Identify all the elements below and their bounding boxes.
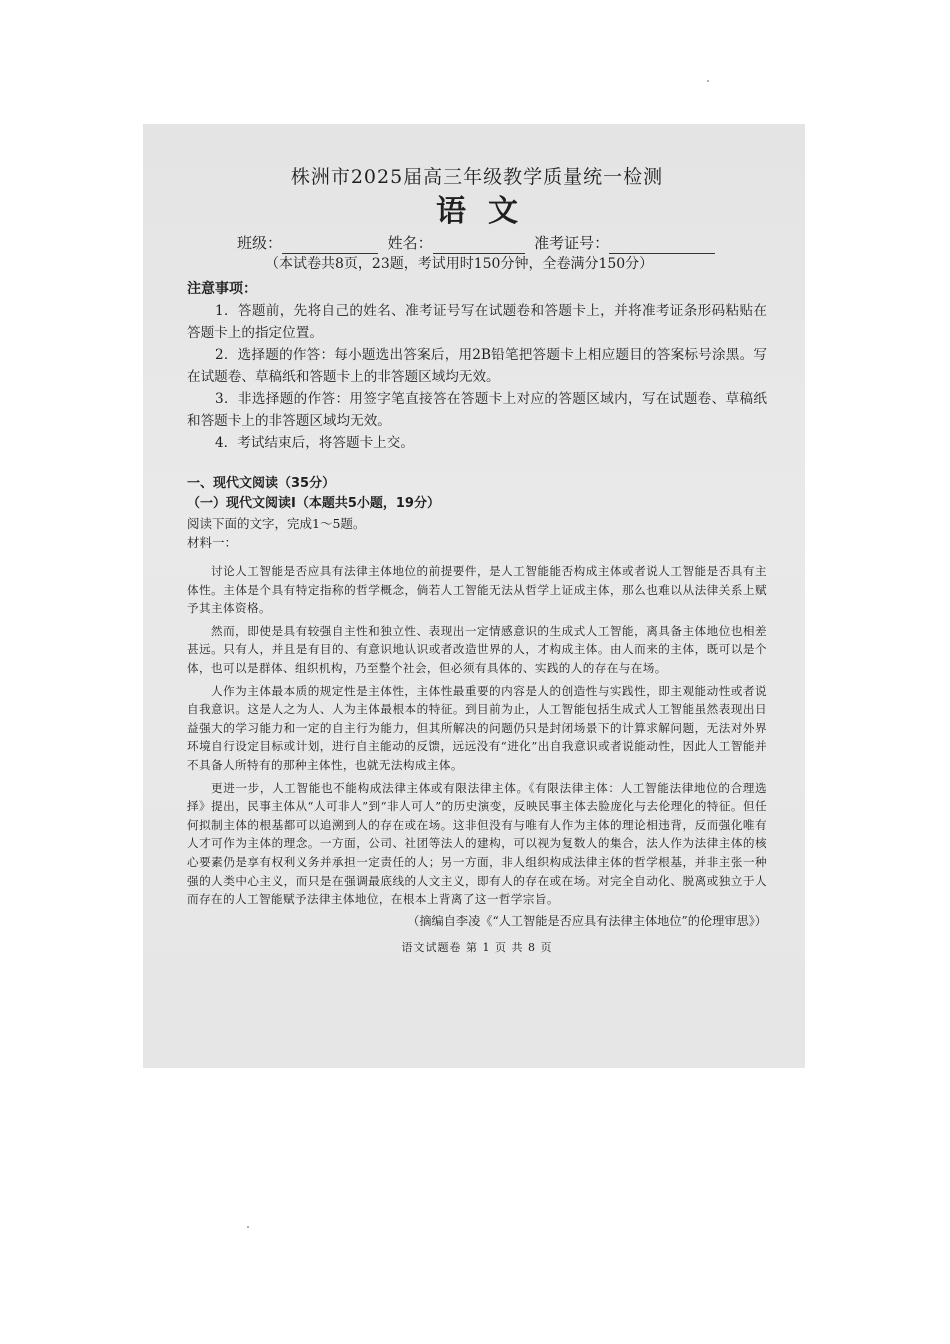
name-blank <box>433 237 525 254</box>
material-paragraph: 人作为主体最本质的规定性是主体性，主体性最重要的内容是人的创造性与实践性，即主观能动性或者说自我意识。这是人之为人、人为主体最根本的特征。到目前为止，人工智能包括生成式人工智能虽然表现出日益强大的学习能力和一定的自主行为能力，但其所解决的问题仍只是封闭场景下的计算求解问题，无法对外界环境自行设定目标或计划，进行自主能动的反馈，远远没有“进化”出自我意识或者说能动性，因此人工智能并不具备人所特有的那种主体性，也就无法构成主体。 <box>187 683 767 772</box>
material-paragraph: 更进一步，人工智能也不能构成法律主体或有限法律主体。《有限法律主体：人工智能法律地位的合理选择》提出，民事主体从“人可非人”到“非人可人”的历史演变，反映民事主体去脸庞化与去伦理化的特征。但任何拟制主体的根基都可以追溯到人的存在或在场。这非但没有与唯有人作为主体的理论相违背，反而强化唯有人才可作为主体的理念。一方面，公司、社团等法人的建构，可以视为复数人的集合，法人作为法律主体的核心要素仍是享有权利义务并承担一定责任的人；另一方面，非人组织构成法律主体的哲学根基，并非主张一种强的人类中心主义，而只是在强调最底线的人文主义，即有人的存在或在场。对完全自动化、脱离或独立于人而存在的人工智能赋予法律主体地位，在根本上背离了这一哲学宗旨。 <box>187 780 767 907</box>
student-info-fields <box>237 232 767 254</box>
ticket-label: 准考证号： <box>534 234 610 252</box>
notice-item: 1．答题前，先将自己的姓名、准考证号写在试题卷和答题卡上，并将准考证条形码粘贴在答题卡上的指定位置。 <box>187 303 767 341</box>
notice-item: 4．考试结束后，将答题卡上交。 <box>215 435 414 451</box>
exam-paper <box>187 164 767 955</box>
subject-title: 语文 <box>436 194 540 229</box>
ticket-blank <box>609 237 715 254</box>
exam-info: （本试卷共8页，23题，考试用时150分钟，全卷满分150分） <box>265 256 654 272</box>
subsection-heading: （一）现代文阅读Ⅰ（本题共5小题，19分） <box>187 496 440 511</box>
notice-item: 3．非选择题的作答：用签字笔直接答在答题卡上对应的答题区域内，写在试题卷、草稿纸和答题卡上的非答题区域均无效。 <box>187 391 767 429</box>
source-citation: （摘编自李凌《“人工智能是否应具有法律主体地位”的伦理审思》） <box>407 913 767 928</box>
material-paragraph: 讨论人工智能是否应具有法律主体地位的前提要件，是人工智能能否构成主体或者说人工智能是否具有主体性。主体是个具有特定指称的哲学概念，倘若人工智能无法从哲学上证成主体，那么也难以从法律关系上赋予其主体资格。 <box>187 564 767 616</box>
speck <box>247 1226 249 1228</box>
class-blank <box>282 237 378 254</box>
name-label: 姓名： <box>387 234 433 252</box>
notice-item: 2．选择题的作答：每小题选出答案后，用2B铅笔把答题卡上相应题目的答案标号涂黑。写在试题卷、草稿纸和答题卡上的非答题区域均无效。 <box>187 347 767 385</box>
exam-title: 株洲市2025届高三年级教学质量统一检测 <box>290 166 664 188</box>
material-label: 材料一： <box>187 535 238 550</box>
reading-instruction: 阅读下面的文字，完成1～5题。 <box>187 516 366 531</box>
photographed-exam-page <box>143 124 805 1068</box>
section-heading: 一、现代文阅读（35分） <box>187 476 336 491</box>
class-label: 班级： <box>237 234 283 252</box>
page-footer: 语文试题卷 第 1 页 共 8 页 <box>401 940 553 954</box>
material-paragraph: 然而，即使是具有较强自主性和独立性、表现出一定情感意识的生成式人工智能，离具备主体地位也相差甚远。只有人，并且是有目的、有意识地认识或者改造世界的人，才构成主体。由人而来的主体，既可以是个体，也可以是群体、组织机构，乃至整个社会，但必须有具体的、实践的人的存在与在场。 <box>187 623 767 675</box>
speck <box>707 80 709 82</box>
notice-heading: 注意事项： <box>187 281 257 297</box>
